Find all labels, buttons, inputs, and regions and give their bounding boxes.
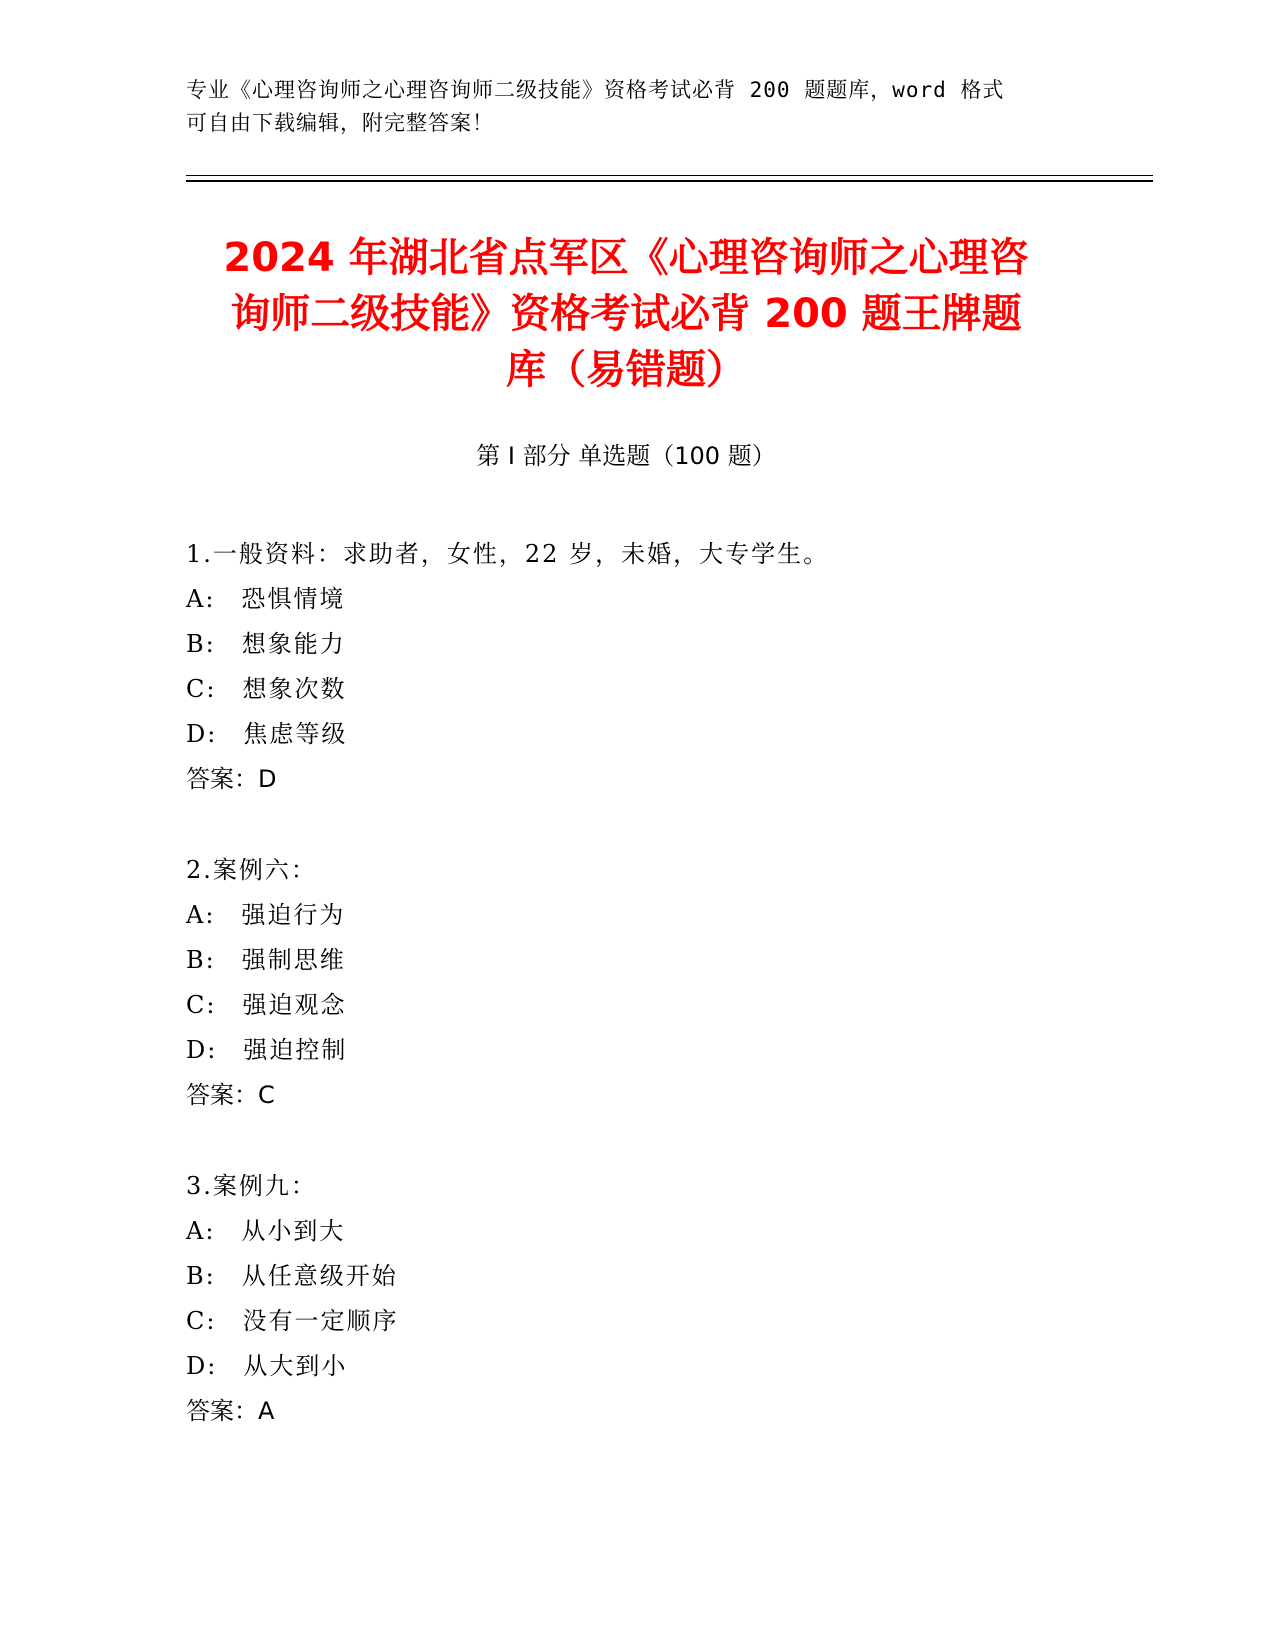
option-text: 从任意级开始 <box>241 1262 398 1290</box>
option-letter: C: <box>186 991 217 1019</box>
option-letter: A: <box>186 901 216 929</box>
header-divider-thick <box>186 180 1153 182</box>
question-stem: 1.一般资料：求助者，女性，22 岁，未婚，大专学生。 <box>186 540 830 568</box>
option-text: 恐惧情境 <box>241 585 346 613</box>
question-3 <box>186 1164 1086 1434</box>
option-text: 没有一定顺序 <box>242 1307 399 1335</box>
option-letter: D: <box>186 1352 218 1380</box>
option-text: 焦虑等级 <box>243 720 348 748</box>
option-d <box>186 1344 1086 1389</box>
question-stem: 2.案例六： <box>186 856 317 884</box>
document-title-line-1: 2024 年湖北省点军区《心理咨询师之心理咨 <box>223 235 1029 281</box>
option-b <box>186 938 1086 983</box>
header-divider-thin <box>186 175 1153 176</box>
option-text: 想象能力 <box>241 630 346 658</box>
header-note-line-2: 可自由下载编辑，附完整答案！ <box>186 111 494 135</box>
option-letter: D: <box>186 1036 218 1064</box>
document-title-line-3: 库（易错题） <box>506 347 746 393</box>
option-c <box>186 983 1086 1028</box>
option-text: 强制思维 <box>241 946 346 974</box>
option-text: 想象次数 <box>242 675 347 703</box>
option-letter: B: <box>186 1262 216 1290</box>
answer: 答案：D <box>186 765 277 793</box>
document-title <box>186 230 1066 398</box>
header-note-line-1: 专业《心理咨询师之心理咨询师二级技能》资格考试必背 200 题题库，word 格式 <box>186 78 1005 102</box>
question-stem: 3.案例九： <box>186 1172 317 1200</box>
option-text: 从大到小 <box>243 1352 348 1380</box>
option-d <box>186 712 1086 757</box>
option-b <box>186 1254 1086 1299</box>
option-text: 强迫行为 <box>241 901 346 929</box>
option-letter: C: <box>186 1307 217 1335</box>
option-a <box>186 1209 1086 1254</box>
question-1 <box>186 532 1086 802</box>
option-text: 从小到大 <box>241 1217 346 1245</box>
option-letter: D: <box>186 720 218 748</box>
option-a <box>186 893 1086 938</box>
header-note <box>186 74 1086 140</box>
option-letter: B: <box>186 630 216 658</box>
question-2 <box>186 848 1086 1118</box>
option-letter: A: <box>186 585 216 613</box>
question-list <box>186 532 1086 1480</box>
section-title: 第 I 部分 单选题（100 题） <box>476 442 776 470</box>
answer: 答案：A <box>186 1397 275 1425</box>
option-text: 强迫控制 <box>243 1036 348 1064</box>
option-d <box>186 1028 1086 1073</box>
answer: 答案：C <box>186 1081 275 1109</box>
option-a <box>186 577 1086 622</box>
option-letter: A: <box>186 1217 216 1245</box>
option-b <box>186 622 1086 667</box>
option-text: 强迫观念 <box>242 991 347 1019</box>
option-letter: B: <box>186 946 216 974</box>
option-c <box>186 667 1086 712</box>
option-c <box>186 1299 1086 1344</box>
option-letter: C: <box>186 675 217 703</box>
document-title-line-2: 询师二级技能》资格考试必背 200 题王牌题 <box>230 291 1022 337</box>
